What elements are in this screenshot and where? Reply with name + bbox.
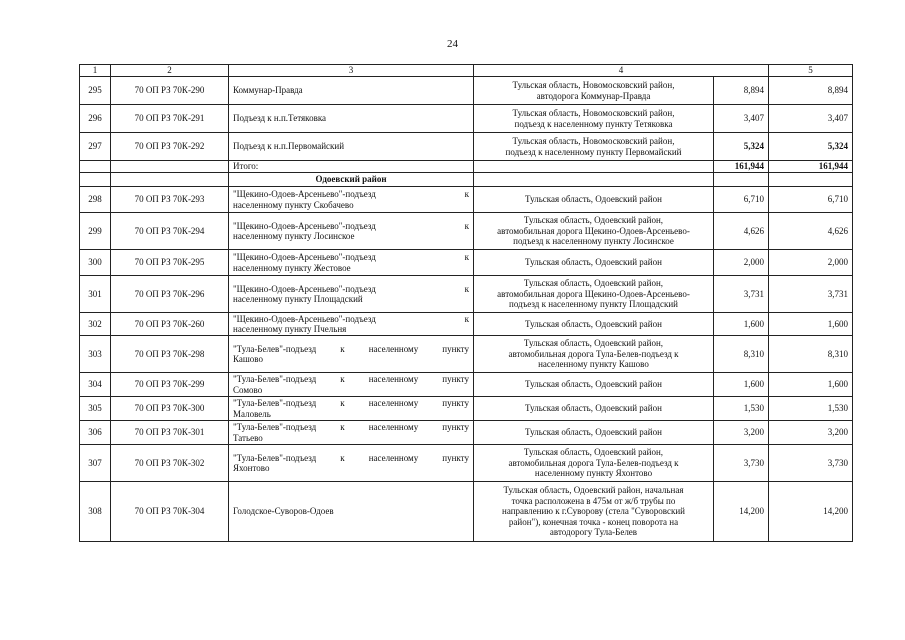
road-length-total: 1,600 bbox=[769, 313, 853, 336]
road-length-total: 14,200 bbox=[769, 482, 853, 542]
cell-line: район"), конечная точка - конец поворота на bbox=[508, 516, 679, 527]
total-row bbox=[80, 161, 853, 173]
road-name bbox=[229, 133, 474, 161]
cell-line: Тульская область, Одоевский район, bbox=[523, 447, 664, 458]
cell-line: подъезд к населенному пункту Тетяковка bbox=[514, 118, 673, 129]
road-length: 5,324 bbox=[714, 133, 769, 161]
empty-cell bbox=[111, 161, 229, 173]
total-label: Итого: bbox=[229, 161, 474, 173]
road-name bbox=[229, 445, 474, 482]
cell-line: Голодское-Суворов-Одоев bbox=[233, 506, 334, 517]
row-number: 295 bbox=[80, 77, 111, 105]
row-number: 301 bbox=[80, 276, 111, 313]
road-name bbox=[229, 77, 474, 105]
cell-line: автомобильная дорога Щекино-Одоев-Арсеньево- bbox=[497, 288, 690, 299]
road-length: 6,710 bbox=[714, 187, 769, 213]
cell-line: Тульская область, Одоевский район bbox=[525, 379, 662, 390]
roads-table bbox=[79, 64, 853, 542]
row-number: 298 bbox=[80, 187, 111, 213]
road-length: 14,200 bbox=[714, 482, 769, 542]
cell-line: направлению к г.Суворову (стела "Суворовский bbox=[502, 506, 685, 517]
cell-line: Тульская область, Одоевский район, bbox=[523, 215, 664, 226]
row-number: 308 bbox=[80, 482, 111, 542]
road-length-total: 3,407 bbox=[769, 105, 853, 133]
cell-line: Коммунар-Правда bbox=[233, 85, 303, 96]
road-location bbox=[474, 105, 714, 133]
road-location bbox=[474, 213, 714, 250]
cell-line: автомобильная дорога Тула-Белев-подъезд к bbox=[508, 348, 679, 359]
road-name bbox=[229, 313, 474, 336]
cell-line: Тульская область, Новомосковский район, bbox=[512, 80, 675, 90]
table-row bbox=[80, 336, 853, 373]
empty-cell bbox=[474, 173, 714, 187]
table-row bbox=[80, 276, 853, 313]
road-location bbox=[474, 133, 714, 161]
cell-line: "Тула-Белев"-подъезд к населенному пункту bbox=[233, 422, 469, 432]
cell-line: "Щекино-Одоев-Арсеньево"-подъезд к bbox=[233, 189, 469, 199]
header-col-2: 2 bbox=[111, 65, 229, 77]
cell-line: населенному пункту Жестовое bbox=[233, 262, 351, 273]
road-location bbox=[474, 187, 714, 213]
road-code: 70 ОП РЗ 70К-302 bbox=[111, 445, 229, 482]
cell-line: Тульская область, Новомосковский район, bbox=[512, 136, 675, 146]
road-name bbox=[229, 105, 474, 133]
road-code: 70 ОП РЗ 70К-260 bbox=[111, 313, 229, 336]
header-col-3: 3 bbox=[229, 65, 474, 77]
cell-line: "Тула-Белев"-подъезд к населенному пункту bbox=[233, 452, 469, 463]
empty-cell bbox=[769, 173, 853, 187]
road-length-total: 6,710 bbox=[769, 187, 853, 213]
cell-line: населенному пункту Лосинское bbox=[233, 231, 355, 241]
table-row bbox=[80, 213, 853, 250]
road-code: 70 ОП РЗ 70К-298 bbox=[111, 336, 229, 373]
road-name bbox=[229, 373, 474, 397]
road-length-total: 1,530 bbox=[769, 397, 853, 421]
road-length-total: 3,731 bbox=[769, 276, 853, 313]
row-number: 306 bbox=[80, 421, 111, 445]
road-code: 70 ОП РЗ 70К-294 bbox=[111, 213, 229, 250]
cell-line: "Тула-Белев"-подъезд к населенному пункту bbox=[233, 398, 469, 408]
cell-line: Тульская область, Новомосковский район, bbox=[512, 108, 675, 118]
table-row bbox=[80, 77, 853, 105]
road-code: 70 ОП РЗ 70К-304 bbox=[111, 482, 229, 542]
table-row bbox=[80, 397, 853, 421]
road-location bbox=[474, 276, 714, 313]
cell-line: населенному пункту Пчельня bbox=[233, 324, 347, 334]
road-location bbox=[474, 373, 714, 397]
cell-line: Маловель bbox=[233, 408, 271, 419]
road-length-total: 3,730 bbox=[769, 445, 853, 482]
road-name bbox=[229, 482, 474, 542]
cell-line: "Щекино-Одоев-Арсеньево"-подъезд к bbox=[233, 220, 469, 231]
road-length: 8,310 bbox=[714, 336, 769, 373]
empty-cell bbox=[80, 173, 111, 187]
cell-line: подъезд к населенному пункту Лосинское bbox=[513, 236, 674, 247]
cell-line: "Щекино-Одоев-Арсеньево"-подъезд к bbox=[233, 283, 469, 294]
road-name bbox=[229, 397, 474, 421]
cell-line: Тульская область, Одоевский район, начальная bbox=[503, 485, 684, 496]
row-number: 303 bbox=[80, 336, 111, 373]
road-code: 70 ОП РЗ 70К-299 bbox=[111, 373, 229, 397]
cell-line: Подъезд к н.п.Тетяковка bbox=[233, 113, 327, 124]
page-number: 24 bbox=[447, 38, 458, 50]
road-code: 70 ОП РЗ 70К-301 bbox=[111, 421, 229, 445]
header-col-5: 5 bbox=[769, 65, 853, 77]
cell-line: Кашово bbox=[233, 354, 263, 364]
empty-cell bbox=[80, 161, 111, 173]
road-length: 1,600 bbox=[714, 313, 769, 336]
road-length: 1,600 bbox=[714, 373, 769, 397]
header-col-4: 4 bbox=[474, 65, 769, 77]
cell-line: Тульская область, Одоевский район bbox=[525, 403, 662, 414]
road-name bbox=[229, 187, 474, 213]
row-number: 299 bbox=[80, 213, 111, 250]
cell-line: "Тула-Белев"-подъезд к населенному пункту bbox=[233, 343, 469, 354]
row-number: 296 bbox=[80, 105, 111, 133]
road-length: 3,407 bbox=[714, 105, 769, 133]
road-location bbox=[474, 336, 714, 373]
cell-line: автомобильная дорога Щекино-Одоев-Арсеньево- bbox=[497, 225, 690, 236]
header-col-1: 1 bbox=[80, 65, 111, 77]
cell-line: Яхонтово bbox=[233, 463, 270, 473]
table-row bbox=[80, 250, 853, 276]
road-location bbox=[474, 397, 714, 421]
road-length-total: 8,310 bbox=[769, 336, 853, 373]
road-length: 3,731 bbox=[714, 276, 769, 313]
total-length-sum: 161,944 bbox=[769, 161, 853, 173]
section-row bbox=[80, 173, 853, 187]
road-length: 1,530 bbox=[714, 397, 769, 421]
road-location bbox=[474, 421, 714, 445]
cell-line: "Щекино-Одоев-Арсеньево"-подъезд к bbox=[233, 252, 469, 262]
road-length: 8,894 bbox=[714, 77, 769, 105]
road-length: 3,200 bbox=[714, 421, 769, 445]
road-length-total: 2,000 bbox=[769, 250, 853, 276]
road-name bbox=[229, 336, 474, 373]
cell-line: населенному пункту Кашово bbox=[538, 359, 649, 370]
cell-line: Тульская область, Одоевский район, bbox=[523, 338, 664, 349]
road-location bbox=[474, 313, 714, 336]
cell-line: населенному пункту Скобачево bbox=[233, 199, 354, 210]
empty-cell bbox=[714, 173, 769, 187]
cell-line: "Щекино-Одоев-Арсеньево"-подъезд к bbox=[233, 313, 469, 324]
cell-line: Тульская область, Одоевский район bbox=[525, 318, 662, 329]
cell-line: Подъезд к н.п.Первомайский bbox=[233, 141, 345, 152]
header-row bbox=[80, 65, 853, 77]
road-length: 4,626 bbox=[714, 213, 769, 250]
road-code: 70 ОП РЗ 70К-295 bbox=[111, 250, 229, 276]
row-number: 300 bbox=[80, 250, 111, 276]
cell-line: автодорогу Тула-Белев bbox=[549, 527, 638, 538]
cell-line: Сомово bbox=[233, 384, 263, 395]
road-length: 3,730 bbox=[714, 445, 769, 482]
road-location bbox=[474, 77, 714, 105]
cell-line: "Тула-Белев"-подъезд к населенному пункту bbox=[233, 374, 469, 384]
road-code: 70 ОП РЗ 70К-296 bbox=[111, 276, 229, 313]
road-location bbox=[474, 482, 714, 542]
table-row bbox=[80, 313, 853, 336]
empty-cell bbox=[111, 173, 229, 187]
cell-line: подъезд к населенному пункту Первомайский bbox=[505, 146, 682, 157]
road-code: 70 ОП РЗ 70К-293 bbox=[111, 187, 229, 213]
road-length-total: 5,324 bbox=[769, 133, 853, 161]
road-location bbox=[474, 250, 714, 276]
row-number: 304 bbox=[80, 373, 111, 397]
road-code: 70 ОП РЗ 70К-291 bbox=[111, 105, 229, 133]
table-row bbox=[80, 482, 853, 542]
road-code: 70 ОП РЗ 70К-290 bbox=[111, 77, 229, 105]
road-name bbox=[229, 213, 474, 250]
road-name bbox=[229, 421, 474, 445]
cell-line: автомобильная дорога Тула-Белев-подъезд к bbox=[508, 457, 679, 468]
row-number: 305 bbox=[80, 397, 111, 421]
road-code: 70 ОП РЗ 70К-300 bbox=[111, 397, 229, 421]
table-row bbox=[80, 133, 853, 161]
table-row bbox=[80, 105, 853, 133]
row-number: 302 bbox=[80, 313, 111, 336]
section-title: Одоевский район bbox=[229, 173, 474, 187]
cell-line: подъезд к населенному пункту Площадский bbox=[509, 299, 678, 310]
road-location bbox=[474, 445, 714, 482]
empty-cell bbox=[474, 161, 714, 173]
road-length-total: 4,626 bbox=[769, 213, 853, 250]
road-length-total: 8,894 bbox=[769, 77, 853, 105]
road-length-total: 1,600 bbox=[769, 373, 853, 397]
road-length-total: 3,200 bbox=[769, 421, 853, 445]
cell-line: населенному пункту Площадский bbox=[233, 294, 363, 304]
row-number: 297 bbox=[80, 133, 111, 161]
row-number: 307 bbox=[80, 445, 111, 482]
cell-line: Тульская область, Одоевский район bbox=[525, 257, 662, 268]
table-row bbox=[80, 421, 853, 445]
cell-line: населенному пункту Яхонтово bbox=[534, 468, 653, 479]
total-length: 161,944 bbox=[714, 161, 769, 173]
road-name bbox=[229, 250, 474, 276]
table-row bbox=[80, 445, 853, 482]
road-name bbox=[229, 276, 474, 313]
cell-line: автодорога Коммунар-Правда bbox=[536, 90, 651, 101]
cell-line: Татьево bbox=[233, 432, 263, 443]
table-row bbox=[80, 373, 853, 397]
cell-line: Тульская область, Одоевский район bbox=[525, 194, 662, 205]
road-code: 70 ОП РЗ 70К-292 bbox=[111, 133, 229, 161]
cell-line: Тульская область, Одоевский район bbox=[525, 427, 662, 438]
cell-line: Тульская область, Одоевский район, bbox=[523, 278, 664, 289]
road-length: 2,000 bbox=[714, 250, 769, 276]
table-row bbox=[80, 187, 853, 213]
cell-line: точка расположена в 475м от ж/б трубы по bbox=[511, 495, 676, 506]
